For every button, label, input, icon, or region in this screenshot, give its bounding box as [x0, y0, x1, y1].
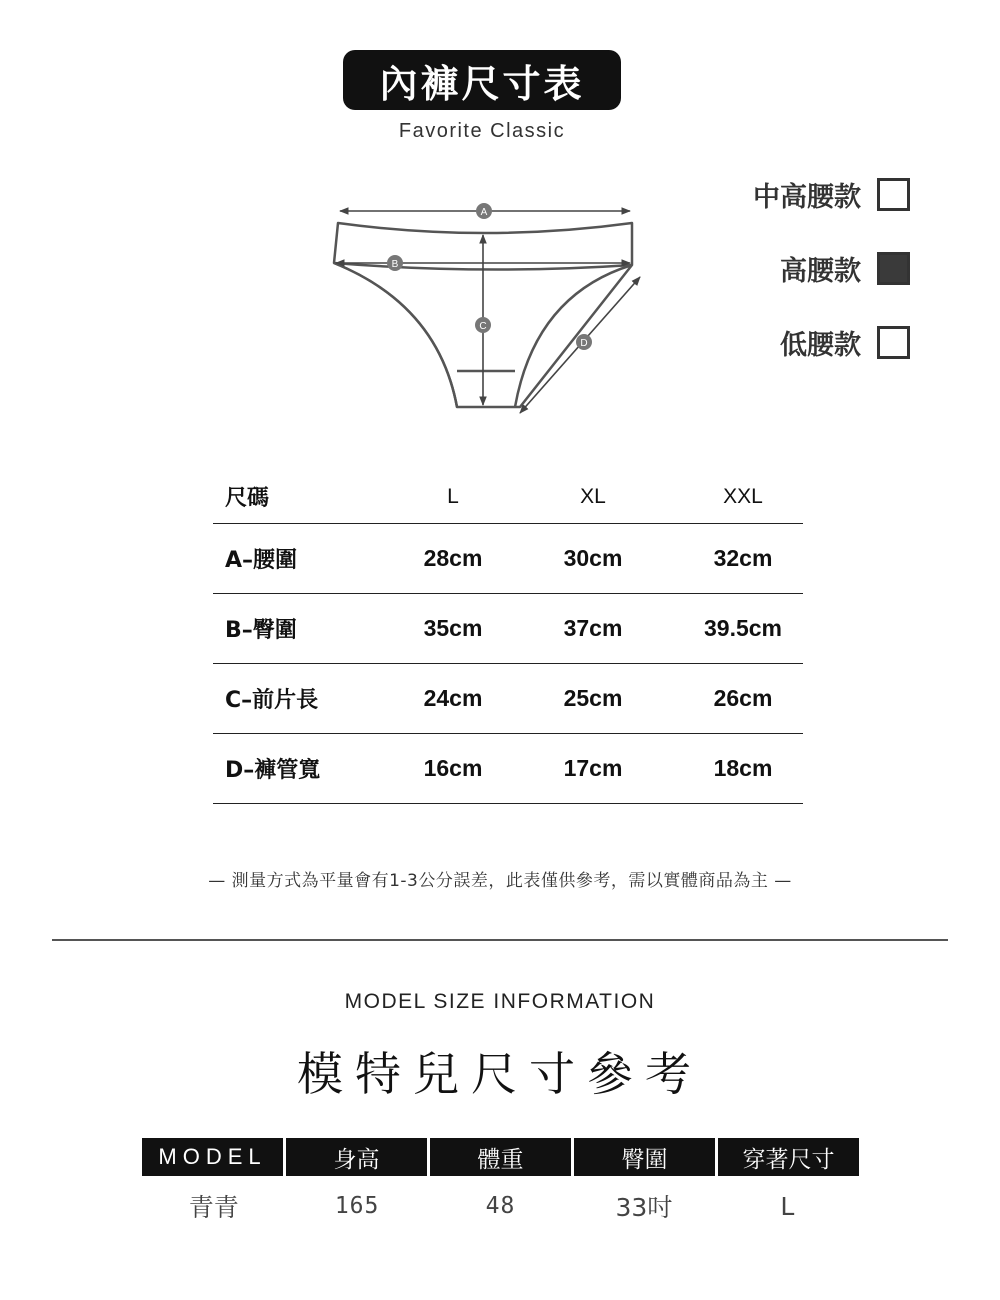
header-cell: 身高 — [286, 1138, 427, 1176]
table-cell: 39.5cm — [703, 615, 782, 641]
table-cell: 18cm — [713, 755, 773, 781]
header-cell: XL — [580, 484, 606, 508]
table-cell: 17cm — [563, 755, 623, 781]
model-size-worn: L — [780, 1191, 795, 1221]
model-name: 青青 — [188, 1193, 239, 1222]
header-cell: L — [447, 484, 459, 508]
table-cell: 28cm — [423, 545, 483, 571]
row-label: A–腰圍 — [225, 548, 298, 573]
model-height: 165 — [334, 1193, 380, 1219]
row-label: D–褲管寬 — [225, 758, 321, 783]
legend-item-low — [700, 324, 910, 360]
model-table-header — [142, 1138, 859, 1176]
header-cell: MODEL — [142, 1138, 283, 1176]
table-cell: 24cm — [423, 685, 483, 711]
page-title: 內褲尺寸表 — [343, 50, 621, 110]
table-cell: 32cm — [713, 545, 773, 571]
model-section-heading: MODEL SIZE INFORMATION — [344, 990, 656, 1013]
table-row — [213, 594, 803, 664]
table-cell: 25cm — [563, 685, 623, 711]
section-divider — [52, 939, 948, 941]
table-cell: 37cm — [563, 615, 623, 641]
legend-item-mid-high — [700, 176, 910, 212]
table-cell: 26cm — [713, 685, 773, 711]
waist-style-legend — [700, 176, 910, 398]
row-label: C–前片長 — [225, 688, 319, 713]
table-row — [213, 734, 803, 804]
marker-b-label: B — [391, 259, 399, 270]
table-cell: 35cm — [423, 615, 483, 641]
table-row — [142, 1176, 859, 1236]
table-cell: 30cm — [563, 545, 623, 571]
checkbox-filled — [877, 252, 910, 285]
size-table — [213, 470, 803, 804]
model-section-title: 模特兒尺寸參考 — [297, 1047, 703, 1101]
model-weight: 48 — [485, 1193, 516, 1219]
legend-label: 中高腰款 — [753, 181, 861, 213]
row-label: B–臀圍 — [225, 618, 297, 643]
size-table-header — [213, 470, 803, 524]
table-row — [213, 524, 803, 594]
table-cell: 16cm — [423, 755, 483, 781]
checkbox-empty — [877, 178, 910, 211]
legend-item-high — [700, 250, 910, 286]
legend-label: 高腰款 — [780, 255, 861, 287]
underwear-diagram — [320, 195, 660, 425]
header-cell: 穿著尺寸 — [718, 1138, 859, 1176]
marker-a-label: A — [480, 207, 488, 218]
marker-c-label: C — [479, 321, 487, 332]
header-cell: XXL — [723, 484, 763, 508]
legend-label: 低腰款 — [780, 329, 861, 361]
header-cell: 體重 — [430, 1138, 571, 1176]
page-subtitle: Favorite Classic — [398, 120, 566, 142]
header-cell: 臀圍 — [574, 1138, 715, 1176]
model-table — [142, 1138, 859, 1236]
header-cell: 尺碼 — [225, 486, 270, 511]
checkbox-empty — [877, 326, 910, 359]
table-row — [213, 664, 803, 734]
marker-d-label: D — [580, 338, 588, 349]
measurement-note: — 測量方式為平量會有1-3公分誤差，此表僅供參考，需以實體商品為主 — — [208, 871, 792, 891]
model-hip: 33吋 — [615, 1193, 673, 1222]
